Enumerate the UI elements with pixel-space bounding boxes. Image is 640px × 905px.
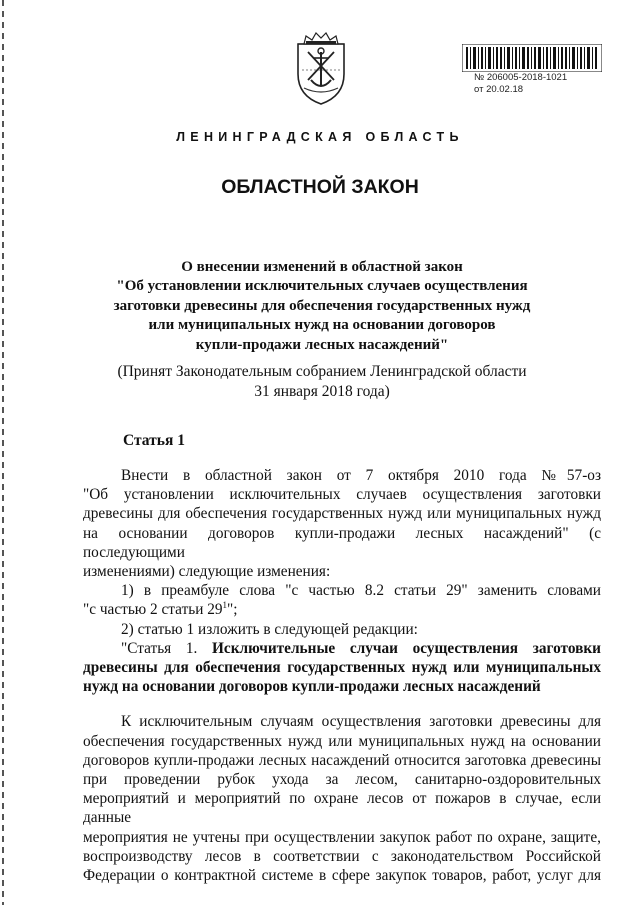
adoption-note [80,362,564,402]
barcode [462,44,602,72]
title-line: "Об установлении исключительных случаев осуществления [116,278,528,295]
registration-block [462,44,612,96]
amendment-item-2: 2) статью 1 изложить в следующей редакции: [121,620,418,638]
quoted-article-title: Исключительные случаи осуществления заготовки [212,639,601,657]
paragraph-line: древесины для обеспечения государственных нужд или муниципальных нужд [83,505,601,523]
article-body [83,466,601,885]
paragraph-line: мероприятия не учтены при осуществлении закупок работ по охране, защите, [83,828,601,846]
article-heading: Статья 1 [123,432,185,449]
quoted-article-title-line: древесины для обеспечения государственных нужд или муниципальных [83,659,601,677]
title-line: заготовки древесины для обеспечения государственных нужд [113,297,531,314]
superscript-index: 1 [222,600,228,611]
paragraph-line: Внести в областной закон от 7 октября 2010 года №57-оз [121,467,601,484]
amendment-item-1: 1) в преамбуле слова "с частью 8.2 статьи 29" заменить словами [121,582,601,600]
registration-number: № 206005-2018-1021 [474,72,568,83]
paragraph-line: обеспечения государственных нужд или муниципальных нужд на основании [83,732,601,750]
adoption-line: 31 января 2018 года) [254,383,390,400]
paragraph-line: на основании договоров купли-продажи лесных насаждений" (с последующими [83,524,601,561]
coat-of-arms-emblem [290,30,352,110]
paragraph-line: "Об установлении исключительных случаев осуществления заготовки [83,486,601,504]
amendment-text-end: "; [227,601,238,619]
amendment-text: "с частью 2 статьи 29 [83,601,223,619]
document-type-heading: ОБЛАСТНОЙ ЗАКОН [221,176,419,198]
title-line: купли-продажи лесных насаждений" [195,336,449,353]
adoption-line: (Принят Законодательным собранием Ленинградской области [117,363,527,380]
paragraph-line: изменениями) следующие изменения: [83,563,331,581]
quoted-article-heading [83,639,601,658]
law-title [80,258,564,355]
registration-date: от 20.02.18 [474,84,524,95]
amendment-item-1-continued [83,600,601,619]
paragraph-line: мероприятий и мероприятий по охране лесов от пожаров в случае, если данные [83,790,601,827]
paragraph-line: К исключительным случаям осуществления заготовки древесины для [121,713,601,731]
title-line: или муниципальных нужд на основании договоров [148,317,496,334]
quoted-article-title-line: нужд на основании договоров купли-продажи лесных насаждений [83,678,541,696]
title-line: О внесении изменений в областной закон [181,259,463,275]
paragraph-line: договоров купли-продажи лесных насаждений относится заготовка древесины [83,751,601,769]
quoted-article-prefix: "Статья 1. [121,639,213,657]
paragraph-line: при проведении рубок ухода за лесом, санитарно-оздоровительных [83,771,601,789]
paragraph-line: Федерации о контрактной системе в сфере закупок товаров, работ, услуг для [83,867,601,885]
paragraph-line: воспроизводству лесов в соответствии с законодательством Российской [83,847,601,865]
region-heading: ЛЕНИНГРАДСКАЯ ОБЛАСТЬ [176,130,464,144]
